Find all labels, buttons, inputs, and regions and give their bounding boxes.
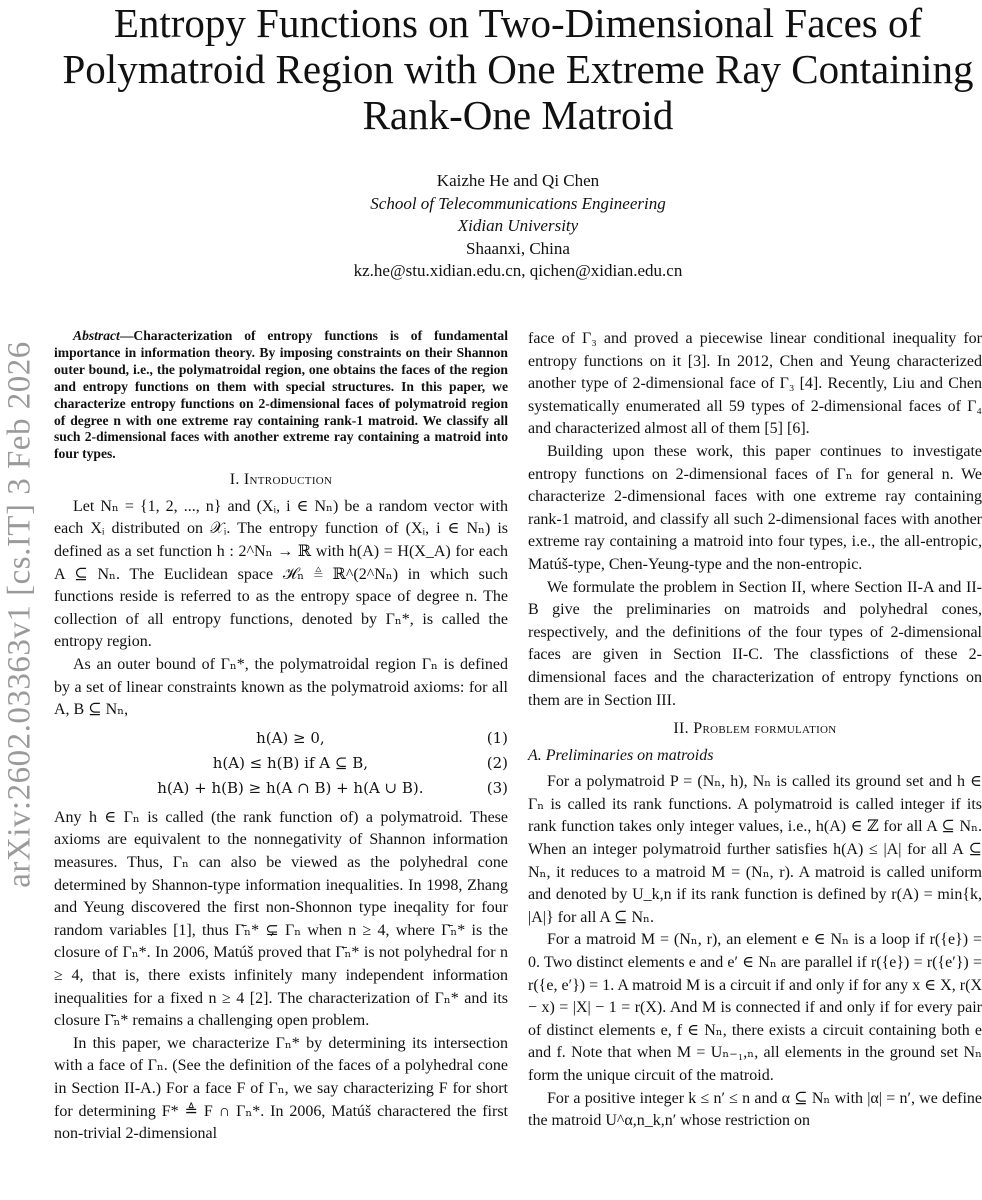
arxiv-stamp: [0, 314, 40, 914]
left-column: [54, 328, 508, 1146]
equation-2: [54, 751, 508, 776]
intro-paragraph-7: We formulate the problem in Section II, where Section II-A and II-B give the preliminaries on matroids and polyhedral cones, respectively, and the definitions of the four types of 2-dimensional faces are given in Section II-C. The classfictions of these 2-dimensional faces and the characterization of entropy fynctions on them are in Section III.: [528, 578, 982, 709]
author-location: Shaanxi, China: [466, 238, 570, 258]
prelim-paragraph-2: For a matroid M = (Nₙ, r), an element e ∈ Nₙ is a loop if r({e}) = 0. Two distinct elements e and e′ ∈ Nₙ are parallel if r({e}) = r({e′}) = r({e, e′}) = 1. A matroid M is a circuit if and only if for any x ∈ X, r(X − x) = |X| − 1 = r(X). And M is connected if and only if for every pair of distinct elements e, f ∈ Nₙ, there exists a circuit containing both e and f. Note that when M = Uₙ₋₁,ₙ, all elements in the ground set Nₙ form the unique circuit of the matroid.: [528, 931, 982, 1084]
author-emails: kz.he@stu.xidian.edu.cn, qichen@xidian.edu.cn: [353, 261, 683, 280]
equation-2-number: (2): [486, 753, 508, 772]
equation-2-body: h(A) ≤ h(B) if A ⊆ B,: [212, 753, 369, 772]
intro-paragraph-3: Any h ∈ Γₙ is called (the rank function of) a polymatroid. These axioms are equivalent to the nonnegativity of Shannon information measures. Thus, Γₙ can also be viewed as the polyhedral cone determined by Shannon-type information inequalities. In 1998, Zhang and Yeung discovered the first non-Shonnon type ineqality for four random variables [1], thus Γ̄ₙ* ⊊ Γₙ when n ≥ 4, where Γ̄ₙ* is the closure of Γₙ*. In 2006, Matúš proved that Γ̄ₙ* is not polyhedral for n ≥ 4, that is, there exists infinitely many independent information inequalities for a fixed n ≥ 4 [2]. The characterization of Γₙ* and its closure Γ̄ₙ* remains a challenging open problem.: [54, 808, 508, 1030]
equation-1: [54, 726, 508, 751]
intro-paragraph-5: face of Γ₃ and proved a piecewise linear conditional inequality for entropy functions on it [3]. In 2012, Chen and Yeung characterized another type of 2-dimensional face of Γ₃ [4]. Recently, Liu and Chen systematically enumerated all 59 types of 2-dimensional faces of Γ₄ and characterized almost all of them [5] [6].: [528, 330, 982, 438]
polymatroid-axioms: [54, 726, 508, 801]
abstract: [54, 328, 508, 463]
author-university: Xidian University: [457, 216, 579, 235]
author-school: School of Telecommunications Engineering: [370, 193, 666, 213]
abstract-text: —Characterization of entropy functions is of fundamental importance in information theory. By imposing constraints on their Shannon outer bound, i.e., the polymatroidal region, one obtains the faces of the region and entropy functions on them with special structures. In this paper, we characterize entropy functions on 2-dimensional faces of polymatroid region of degree n with one extreme ray containing rank-1 matroid. We classify all such 2-dimensional faces with another extreme ray containing a matroid into four types.: [54, 328, 508, 462]
section-heading-problem-formulation: II. Problem formulation: [673, 720, 837, 738]
equation-3: [54, 776, 508, 801]
intro-paragraph-4: In this paper, we characterize Γₙ* by determining its intersection with a face of Γₙ. (See the definition of the faces of a polyhedral cone in Section II-A.) For a face F of Γₙ, we say characterizing F for short for determining F* ≜ F ∩ Γₙ*. In 2006, Matúš charactered the first non-trivial 2-dimensional: [54, 1034, 508, 1143]
equation-1-number: (1): [486, 728, 508, 747]
intro-paragraph-2: As an outer bound of Γₙ*, the polymatroidal region Γₙ is defined by a set of linear constraints known as the polymatroid axioms: for all A, B ⊆ Nₙ,: [54, 656, 508, 719]
subsection-heading-preliminaries: A. Preliminaries on matroids: [528, 746, 714, 764]
section-heading-introduction: I. Introduction: [229, 471, 333, 489]
author-names: Kaizhe He and Qi Chen: [436, 171, 600, 190]
arxiv-stamp-text: arXiv:2602.03363v1 [cs.IT] 3 Feb 2026: [1, 340, 38, 888]
author-block: [50, 170, 982, 283]
equation-3-body: h(A) + h(B) ≥ h(A ∩ B) + h(A ∪ B).: [157, 778, 424, 797]
right-column: [528, 328, 982, 1133]
prelim-paragraph-1: For a polymatroid P = (Nₙ, h), Nₙ is called its ground set and h ∈ Γₙ is called its rank functions. A polymatroid is called integer if its rank function takes only integer values, i.e., h(A) ∈ ℤ for all A ⊆ Nₙ. When an integer polymatroid further satisfies h(A) ≤ |A| for all A ⊆ Nₙ, it reduces to a matroid M = (Nₙ, r). A matroid is called uniform and denoted by U_k,n if its rank function is defined by r(A) = min{k, |A|} for all A ⊆ Nₙ.: [528, 773, 982, 926]
abstract-label: Abstract: [73, 328, 120, 343]
paper-title: Entropy Functions on Two-Dimensional Faces of Polymatroid Region with One Extreme Ray Containing Rank-One Matroid: [62, 0, 974, 138]
intro-paragraph-1: Let Nₙ = {1, 2, ..., n} and (Xᵢ, i ∈ Nₙ) be a random vector with each Xᵢ distributed on 𝒳ᵢ. The entropy function of (Xᵢ, i ∈ Nₙ) is defined as a set function h : 2^Nₙ → ℝ with h(A) = H(X_A) for each A ⊆ Nₙ. The Euclidean space ℋₙ ≜ ℝ^(2^Nₙ) in which such functions reside is referred to as the entropy space of degree n. The collection of all entropy functions, denoted by Γₙ*, is called the entropy region.: [54, 497, 508, 651]
equation-1-body: h(A) ≥ 0,: [256, 728, 325, 747]
prelim-paragraph-3: For a positive integer k ≤ n′ ≤ n and α ⊆ Nₙ with |α| = n′, we define the matroid U^α,n_k,n′ whose restriction on: [528, 1089, 982, 1130]
equation-3-number: (3): [486, 778, 508, 797]
intro-paragraph-6: Building upon these work, this paper continues to investigate entropy functions on 2-dimensional faces of Γₙ for general n. We characterize 2-dimensional faces with one extreme ray containing rank-1 matroid, and classify all such 2-dimensional faces with another extreme ray containing a matroid into four types, i.e., the all-entropic, Matúš-type, Chen-Yeung-type and the non-entropic.: [528, 442, 982, 573]
